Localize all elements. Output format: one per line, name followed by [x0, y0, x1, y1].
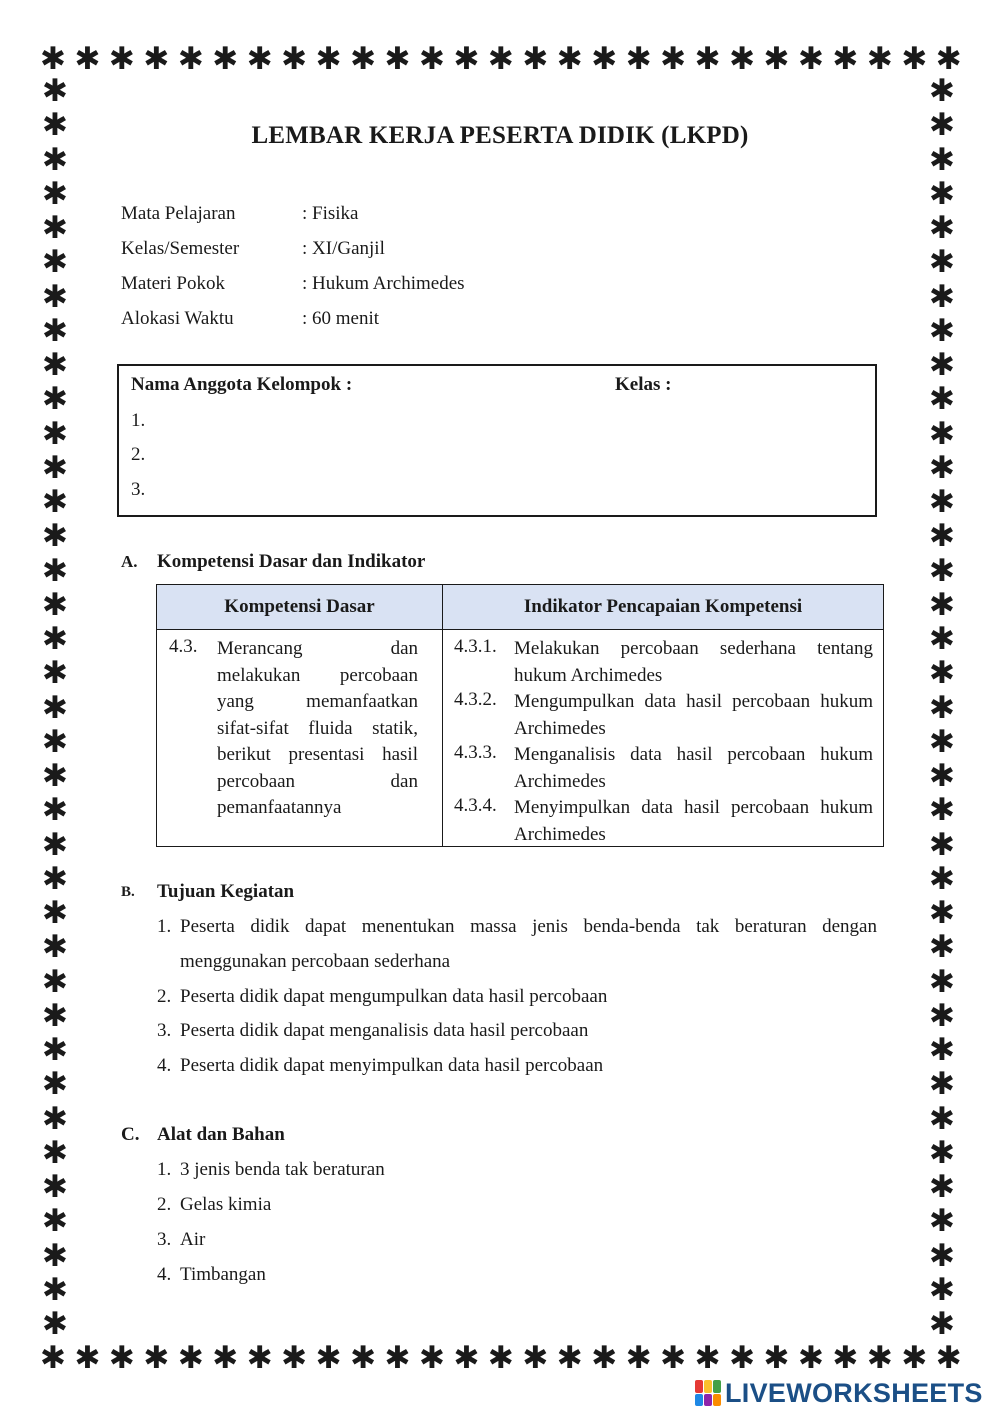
- border-star-icon: ✱: [453, 40, 480, 77]
- table-header-kd: Kompetensi Dasar: [157, 585, 443, 630]
- border-star-icon: ✱: [929, 312, 955, 349]
- border-star-icon: ✱: [929, 1100, 955, 1137]
- border-right: [925, 73, 959, 1342]
- border-star-icon: ✱: [42, 1066, 68, 1103]
- competency-table: [156, 584, 884, 847]
- indicator-line: Menganalisis data hasil percobaan hukum: [514, 744, 873, 765]
- border-star-icon: ✱: [315, 1339, 342, 1376]
- kd-line: yang memanfaatkan: [217, 691, 418, 712]
- border-star-icon: ✱: [42, 792, 68, 829]
- info-value: : Hukum Archimedes: [302, 273, 465, 294]
- border-star-icon: ✱: [660, 40, 687, 77]
- kd-line: berikut presentasi hasil: [217, 744, 418, 765]
- border-star-icon: ✱: [42, 210, 68, 246]
- info-label: Alokasi Waktu: [121, 308, 234, 329]
- border-star-icon: ✱: [108, 1339, 135, 1376]
- info-label: Kelas/Semester: [121, 238, 240, 259]
- indicator-line: Menyimpulkan data hasil percobaan hukum: [514, 797, 873, 818]
- border-star-icon: ✱: [929, 1169, 955, 1205]
- border-star-icon: ✱: [522, 40, 549, 77]
- border-star-icon: ✱: [453, 1339, 480, 1376]
- border-star-icon: ✱: [42, 278, 68, 315]
- logo-block: [704, 1380, 712, 1393]
- border-star-icon: ✱: [42, 1100, 68, 1137]
- list-text: Peserta didik dapat menyimpulkan data hasil percobaan: [180, 1055, 604, 1076]
- border-star-icon: ✱: [384, 1339, 411, 1376]
- border-left: [38, 73, 72, 1342]
- border-star-icon: ✱: [929, 73, 955, 109]
- border-star-icon: ✱: [42, 929, 68, 966]
- border-star-icon: ✱: [108, 40, 135, 77]
- border-star-icon: ✱: [929, 586, 955, 623]
- border-star-icon: ✱: [42, 826, 68, 863]
- border-star-icon: ✱: [42, 1237, 68, 1274]
- border-star-icon: ✱: [901, 40, 928, 77]
- indicator-number: 4.3.4.: [454, 795, 497, 816]
- border-star-icon: ✱: [487, 40, 514, 77]
- class-label: Kelas :: [615, 374, 672, 395]
- border-star-icon: ✱: [929, 278, 955, 315]
- border-star-icon: ✱: [42, 689, 68, 726]
- border-star-icon: ✱: [42, 655, 68, 692]
- border-star-icon: ✱: [42, 73, 68, 109]
- member-number-3: 3.: [131, 479, 146, 500]
- border-star-icon: ✱: [42, 518, 68, 555]
- list-text: Peserta didik dapat mengumpulkan data hasil percobaan: [180, 986, 608, 1007]
- table-header-indicator: Indikator Pencapaian Kompetensi: [443, 585, 884, 630]
- list-number: 1.: [157, 916, 172, 937]
- border-star-icon: ✱: [866, 40, 893, 77]
- logo-text: LIVEWORKSHEETS: [725, 1377, 983, 1408]
- border-star-icon: ✱: [729, 40, 756, 77]
- liveworksheets-logo[interactable]: [695, 1376, 995, 1410]
- border-star-icon: ✱: [40, 40, 66, 77]
- indicator-line: Archimedes: [514, 717, 606, 739]
- border-star-icon: ✱: [929, 1306, 955, 1342]
- indicator-number: 4.3.2.: [454, 689, 497, 710]
- border-star-icon: ✱: [143, 40, 170, 77]
- border-star-icon: ✱: [212, 40, 239, 77]
- kd-line: percobaan dan: [217, 770, 418, 792]
- list-text: Air: [180, 1229, 206, 1250]
- border-star-icon: ✱: [74, 40, 101, 77]
- list-number: 2.: [157, 986, 172, 1007]
- border-star-icon: ✱: [929, 1134, 955, 1171]
- kd-number: 4.3.: [169, 636, 198, 657]
- border-star-icon: ✱: [929, 997, 955, 1034]
- kd-cell: [157, 630, 443, 847]
- border-star-icon: ✱: [832, 40, 859, 77]
- border-star-icon: ✱: [42, 1032, 68, 1068]
- list-number: 4.: [157, 1055, 172, 1076]
- section-title: Alat dan Bahan: [157, 1124, 285, 1145]
- border-star-icon: ✱: [487, 1339, 514, 1376]
- border-star-icon: ✱: [929, 860, 955, 897]
- indicator-text: [514, 636, 873, 689]
- border-star-icon: ✱: [929, 963, 955, 1000]
- border-star-icon: ✱: [418, 40, 445, 77]
- indicator-line: Archimedes: [514, 823, 606, 845]
- indicator-text: [514, 689, 873, 742]
- list-number: 1.: [157, 1159, 172, 1180]
- border-star-icon: ✱: [929, 792, 955, 829]
- border-star-icon: ✱: [929, 621, 955, 657]
- border-star-icon: ✱: [281, 40, 308, 77]
- indicator-line: Melakukan percobaan sederhana tentang: [514, 638, 873, 659]
- members-label: Nama Anggota Kelompok :: [131, 374, 353, 395]
- border-star-icon: ✱: [143, 1339, 170, 1376]
- border-star-icon: ✱: [929, 723, 955, 760]
- border-star-icon: ✱: [42, 484, 68, 520]
- border-star-icon: ✱: [42, 895, 68, 931]
- border-star-icon: ✱: [929, 415, 955, 452]
- border-star-icon: ✱: [246, 40, 273, 77]
- border-star-icon: ✱: [797, 1339, 824, 1376]
- border-star-icon: ✱: [929, 689, 955, 726]
- border-star-icon: ✱: [246, 1339, 273, 1376]
- section-letter: B.: [121, 884, 135, 900]
- page-title: LEMBAR KERJA PESERTA DIDIK (LKPD): [251, 122, 749, 149]
- border-star-icon: ✱: [42, 1169, 68, 1205]
- border-star-icon: ✱: [556, 40, 583, 77]
- info-value: : 60 menit: [302, 308, 380, 329]
- border-star-icon: ✱: [660, 1339, 687, 1376]
- indicator-text: [514, 795, 873, 848]
- list-number: 3.: [157, 1020, 172, 1041]
- info-value: : XI/Ganjil: [302, 238, 385, 259]
- border-star-icon: ✱: [42, 415, 68, 452]
- border-star-icon: ✱: [42, 552, 68, 589]
- logo-mark-icon: [695, 1380, 721, 1406]
- list-line: Peserta didik dapat menentukan massa jenis benda-benda tak beraturan dengan: [180, 916, 877, 937]
- border-star-icon: ✱: [929, 1203, 955, 1240]
- border-star-icon: ✱: [929, 826, 955, 863]
- indicator-line: Mengumpulkan data hasil percobaan hukum: [514, 691, 873, 712]
- list-number: 2.: [157, 1194, 172, 1215]
- border-star-icon: ✱: [591, 1339, 618, 1376]
- table-row: [157, 630, 884, 847]
- list-line: menggunakan percobaan sederhana: [180, 951, 451, 972]
- info-value: : Fisika: [302, 203, 359, 224]
- logo-block: [713, 1380, 721, 1393]
- border-star-icon: ✱: [42, 141, 68, 178]
- info-label: Mata Pelajaran: [121, 203, 236, 224]
- kd-line: melakukan percobaan: [217, 664, 418, 686]
- kd-text: [217, 636, 418, 822]
- border-star-icon: ✱: [384, 40, 411, 77]
- logo-block: [713, 1394, 721, 1407]
- section-letter: C.: [121, 1124, 140, 1145]
- border-star-icon: ✱: [929, 552, 955, 589]
- kd-line: pemanfaatannya: [217, 797, 342, 818]
- border-star-icon: ✱: [42, 586, 68, 623]
- border-star-icon: ✱: [42, 244, 68, 281]
- logo-block: [695, 1380, 703, 1393]
- border-star-icon: ✱: [42, 1203, 68, 1240]
- indicator-line: hukum Archimedes: [514, 664, 663, 686]
- border-star-icon: ✱: [929, 141, 955, 178]
- border-star-icon: ✱: [42, 860, 68, 897]
- kd-line: sifat-sifat fluida statik,: [217, 717, 418, 739]
- border-star-icon: ✱: [929, 107, 955, 144]
- border-star-icon: ✱: [929, 929, 955, 966]
- indicator-cell: [443, 630, 884, 847]
- border-star-icon: ✱: [763, 40, 790, 77]
- border-star-icon: ✱: [929, 244, 955, 281]
- border-star-icon: ✱: [694, 1339, 721, 1376]
- border-star-icon: ✱: [315, 40, 342, 77]
- border-top: [40, 42, 962, 76]
- border-star-icon: ✱: [42, 449, 68, 486]
- border-star-icon: ✱: [42, 347, 68, 383]
- border-bottom: [40, 1341, 962, 1375]
- border-star-icon: ✱: [866, 1339, 893, 1376]
- member-number-2: 2.: [131, 444, 146, 465]
- border-star-icon: ✱: [832, 1339, 859, 1376]
- indicator-number: 4.3.3.: [454, 742, 497, 763]
- border-star-icon: ✱: [929, 210, 955, 246]
- border-star-icon: ✱: [929, 655, 955, 692]
- list-text: [180, 909, 877, 979]
- border-star-icon: ✱: [929, 1066, 955, 1103]
- list-text: Timbangan: [180, 1264, 266, 1285]
- border-star-icon: ✱: [556, 1339, 583, 1376]
- logo-block: [695, 1394, 703, 1407]
- border-star-icon: ✱: [74, 1339, 101, 1376]
- group-members-box: [117, 364, 877, 517]
- border-star-icon: ✱: [177, 40, 204, 77]
- border-star-icon: ✱: [929, 758, 955, 794]
- indicator-line: Archimedes: [514, 770, 606, 792]
- border-star-icon: ✱: [625, 1339, 652, 1376]
- section-letter: A.: [121, 552, 138, 571]
- border-star-icon: ✱: [694, 40, 721, 77]
- border-star-icon: ✱: [929, 1237, 955, 1274]
- border-star-icon: ✱: [929, 1032, 955, 1068]
- border-star-icon: ✱: [929, 895, 955, 931]
- list-number: 4.: [157, 1264, 172, 1285]
- border-star-icon: ✱: [522, 1339, 549, 1376]
- border-star-icon: ✱: [281, 1339, 308, 1376]
- border-star-icon: ✱: [42, 107, 68, 144]
- border-star-icon: ✱: [42, 963, 68, 1000]
- info-label: Materi Pokok: [121, 273, 225, 294]
- border-star-icon: ✱: [40, 1339, 66, 1376]
- border-star-icon: ✱: [591, 40, 618, 77]
- border-star-icon: ✱: [935, 40, 962, 77]
- border-star-icon: ✱: [177, 1339, 204, 1376]
- border-star-icon: ✱: [929, 381, 955, 418]
- border-star-icon: ✱: [625, 40, 652, 77]
- border-star-icon: ✱: [901, 1339, 928, 1376]
- list-text: Gelas kimia: [180, 1194, 272, 1215]
- border-star-icon: ✱: [42, 758, 68, 794]
- border-star-icon: ✱: [418, 1339, 445, 1376]
- border-star-icon: ✱: [350, 1339, 377, 1376]
- border-star-icon: ✱: [350, 40, 377, 77]
- border-star-icon: ✱: [929, 1271, 955, 1308]
- border-star-icon: ✱: [42, 997, 68, 1034]
- list-number: 3.: [157, 1229, 172, 1250]
- indicator-text: [514, 742, 873, 795]
- border-star-icon: ✱: [42, 312, 68, 349]
- list-text: 3 jenis benda tak beraturan: [180, 1159, 385, 1180]
- member-number-1: 1.: [131, 410, 146, 431]
- border-star-icon: ✱: [929, 484, 955, 520]
- border-star-icon: ✱: [212, 1339, 239, 1376]
- border-star-icon: ✱: [929, 449, 955, 486]
- border-star-icon: ✱: [42, 1306, 68, 1342]
- border-star-icon: ✱: [929, 347, 955, 383]
- border-star-icon: ✱: [929, 518, 955, 555]
- border-star-icon: ✱: [42, 1271, 68, 1308]
- border-star-icon: ✱: [929, 175, 955, 212]
- section-title: Tujuan Kegiatan: [157, 881, 295, 902]
- border-star-icon: ✱: [763, 1339, 790, 1376]
- list-text: Peserta didik dapat menganalisis data hasil percobaan: [180, 1020, 589, 1041]
- border-star-icon: ✱: [42, 621, 68, 657]
- table-header-row: [157, 585, 884, 630]
- indicator-number: 4.3.1.: [454, 636, 497, 657]
- border-star-icon: ✱: [42, 175, 68, 212]
- border-star-icon: ✱: [729, 1339, 756, 1376]
- border-star-icon: ✱: [42, 381, 68, 418]
- logo-block: [704, 1394, 712, 1407]
- section-title: Kompetensi Dasar dan Indikator: [157, 551, 426, 572]
- border-star-icon: ✱: [797, 40, 824, 77]
- border-star-icon: ✱: [42, 1134, 68, 1171]
- kd-line: Merancang dan: [217, 638, 418, 659]
- border-star-icon: ✱: [935, 1339, 962, 1376]
- border-star-icon: ✱: [42, 723, 68, 760]
